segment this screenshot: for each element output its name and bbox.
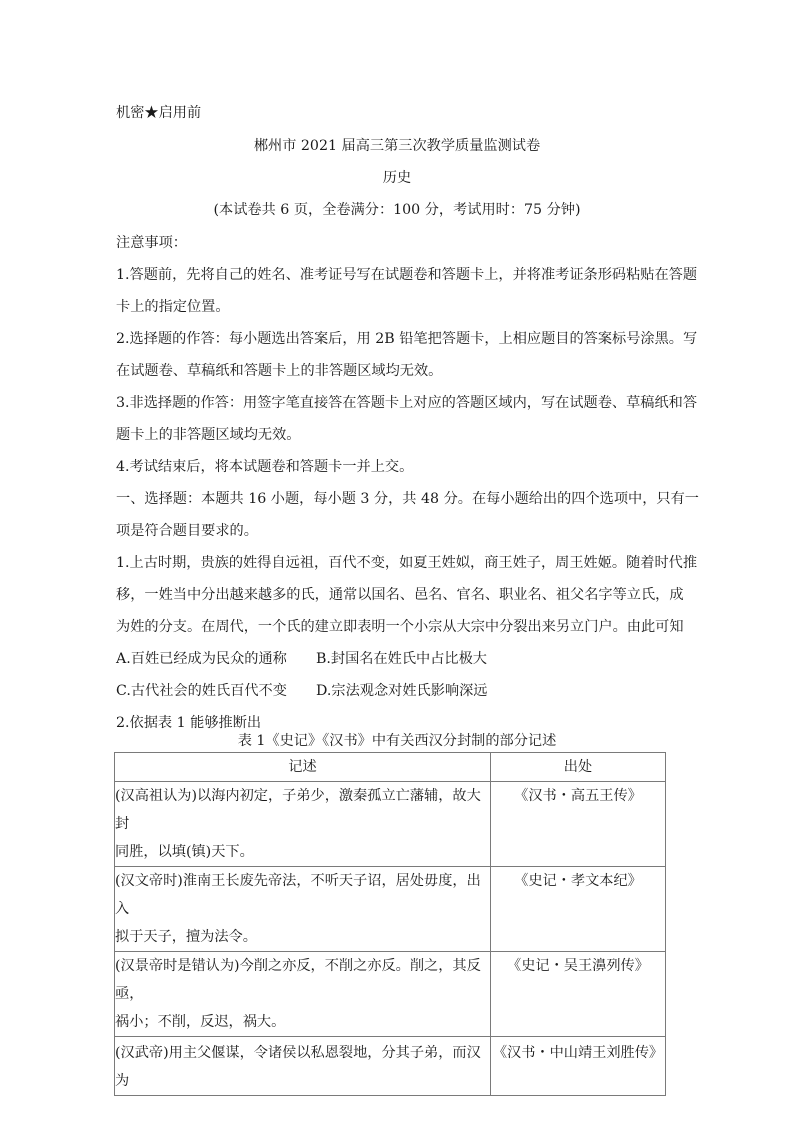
- table-caption: 表 1《史记》《汉书》中有关西汉分封制的部分记述: [237, 733, 557, 749]
- table-header-record: 记述: [115, 753, 491, 782]
- record-line: (汉武帝)用主父偃谋，令诸侯以私恩裂地，分其子弟，而汉为: [115, 1045, 481, 1089]
- notes-line: 卡上的指定位置。: [116, 299, 230, 315]
- option-a: A.百姓已经成为民众的通称: [116, 651, 287, 667]
- table-cell-record: [115, 782, 491, 867]
- question-2-stem: 2.依据表 1 能够推断出: [116, 715, 262, 731]
- subject-title: 历史: [382, 170, 412, 186]
- table-cell-source: 《汉书・中山靖王刘胜传》: [491, 1037, 666, 1096]
- option-b: B.封国名在姓氏中占比极大: [316, 651, 487, 667]
- notes-line: 4.考试结束后，将本试题卷和答题卡一并上交。: [116, 459, 414, 475]
- table-row: [115, 952, 666, 1037]
- question-1-stem: 1.上古时期，贵族的姓得自远祖，百代不变，如夏王姓姒，商王姓子，周王姓姬。随着时代推: [116, 555, 698, 571]
- option-d: D.宗法观念对姓氏影响深远: [316, 683, 488, 699]
- record-line: 拟于天子，擅为法令。: [115, 929, 257, 945]
- exam-title: 郴州市 2021 届高三第三次教学质量监测试卷: [253, 138, 541, 154]
- question-1-stem: 为姓的分支。在周代，一个氏的建立即表明一个小宗从大宗中分裂出来另立门户。由此可知: [116, 619, 684, 635]
- section-heading: 项是符合题目要求的。: [116, 523, 258, 539]
- confidential-label: 机密★启用前: [116, 105, 202, 121]
- notes-line: 1.答题前，先将自己的姓名、准考证号写在试题卷和答题卡上，并将准考证条形码粘贴在答题: [116, 267, 698, 283]
- notes-line: 3.非选择题的作答：用签字笔直接答在答题卡上对应的答题区域内，写在试题卷、草稿纸和答: [116, 395, 698, 411]
- record-line: (汉高祖认为)以海内初定，子弟少，激秦孤立亡藩辅，故大封: [115, 788, 481, 832]
- table-cell-record: [115, 1037, 491, 1096]
- record-line: 祸小；不削，反迟，祸大。: [115, 1014, 286, 1030]
- table-header-source: 出处: [491, 753, 666, 782]
- record-line: (汉景帝时是错认为)今削之亦反，不削之亦反。削之，其反亟，: [115, 958, 481, 1002]
- record-line: 同胜，以填(镇)天下。: [115, 844, 254, 860]
- exam-info: (本试卷共 6 页，全卷满分：100 分，考试用时：75 分钟): [213, 202, 581, 218]
- record-line: (汉文帝时)淮南王长废先帝法，不听天子诏，居处毋度，出入: [115, 873, 481, 917]
- table-row: [115, 782, 666, 867]
- notes-line: 2.选择题的作答：每小题选出答案后，用 2B 铅笔把答题卡，上相应题目的答案标号涂黑。写: [116, 331, 698, 347]
- option-c: C.古代社会的姓氏百代不变: [116, 683, 287, 699]
- table-cell-source: 《史记・吴王濞列传》: [491, 952, 666, 1037]
- source-table: [114, 752, 666, 1096]
- question-1-stem: 移，一姓当中分出越来越多的氏，通常以国名、邑名、官名、职业名、祖父名字等立氏，成: [116, 587, 684, 603]
- table-cell-record: [115, 952, 491, 1037]
- section-heading: 一、选择题：本题共 16 小题，每小题 3 分，共 48 分。在每小题给出的四个选项中，只有一: [116, 491, 699, 507]
- table-cell-source: 《史记・孝文本纪》: [491, 867, 666, 952]
- table-row: [115, 867, 666, 952]
- notes-line: 在试题卷、草稿纸和答题卡上的非答题区域均无效。: [116, 363, 443, 379]
- table-header-row: [115, 753, 666, 782]
- table-row: [115, 1037, 666, 1096]
- notes-heading: 注意事项：: [116, 235, 187, 251]
- table-cell-source: 《汉书・高五王传》: [491, 782, 666, 867]
- table-cell-record: [115, 867, 491, 952]
- notes-line: 题卡上的非答题区域均无效。: [116, 427, 301, 443]
